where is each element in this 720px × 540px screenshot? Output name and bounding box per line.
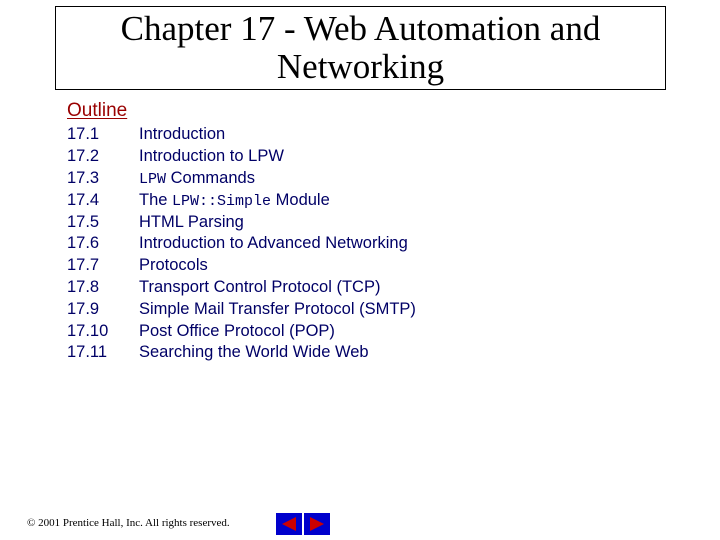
outline-list bbox=[67, 124, 587, 364]
outline-item-number: 17.3 bbox=[67, 168, 100, 187]
outline-item-text bbox=[139, 234, 587, 253]
outline-item-text bbox=[139, 213, 587, 232]
code-fragment: LPW::Simple bbox=[172, 192, 272, 210]
text-fragment: Simple Mail Transfer Protocol (SMTP) bbox=[139, 299, 416, 318]
text-fragment: Protocols bbox=[139, 256, 208, 275]
text-fragment: Module bbox=[271, 190, 330, 209]
outline-item bbox=[67, 124, 587, 146]
outline-item bbox=[67, 189, 587, 211]
outline-item-number: 17.7 bbox=[67, 256, 100, 275]
outline-item bbox=[67, 211, 587, 233]
text-fragment: Searching the World Wide Web bbox=[139, 343, 369, 362]
outline-item bbox=[67, 277, 587, 299]
previous-slide-button[interactable] bbox=[276, 513, 302, 535]
text-fragment: Commands bbox=[166, 168, 255, 187]
outline-item bbox=[67, 255, 587, 277]
outline-item-text bbox=[139, 125, 587, 144]
slide-title-line-1: Chapter 17 - Web Automation and bbox=[120, 9, 601, 48]
copyright-footer: © 2001 Prentice Hall, Inc. All rights reserved. bbox=[27, 517, 230, 529]
text-fragment: The bbox=[139, 190, 173, 209]
outline-item-text bbox=[139, 191, 587, 210]
text-fragment: Transport Control Protocol (TCP) bbox=[139, 277, 381, 296]
outline-item-number: 17.2 bbox=[67, 147, 100, 166]
outline-item-number: 17.4 bbox=[67, 190, 100, 209]
triangle-left-icon bbox=[276, 513, 302, 535]
outline-item-number: 17.9 bbox=[67, 299, 100, 318]
outline-item-text bbox=[139, 147, 587, 166]
outline-item-text bbox=[139, 169, 587, 188]
text-fragment: HTML Parsing bbox=[139, 212, 244, 231]
outline-label: Outline bbox=[67, 100, 128, 121]
outline-item-number: 17.10 bbox=[67, 321, 109, 340]
outline-item-number: 17.11 bbox=[67, 343, 108, 362]
text-fragment: Introduction to LPW bbox=[139, 147, 284, 166]
outline-item bbox=[67, 298, 587, 320]
triangle-right-icon bbox=[304, 513, 330, 535]
outline-item-text bbox=[139, 256, 587, 275]
text-fragment: Introduction to Advanced Networking bbox=[139, 234, 408, 253]
next-slide-button[interactable] bbox=[304, 513, 330, 535]
outline-item bbox=[67, 168, 587, 190]
outline-item bbox=[67, 233, 587, 255]
outline-item-text bbox=[139, 278, 587, 297]
text-fragment: Introduction bbox=[139, 125, 226, 144]
slide-title-box bbox=[55, 6, 666, 90]
outline-item-text bbox=[139, 300, 587, 319]
outline-item bbox=[67, 342, 587, 364]
outline-item-number: 17.1 bbox=[67, 125, 100, 144]
slide-title-line-2: Networking bbox=[276, 47, 445, 86]
outline-item bbox=[67, 146, 587, 168]
outline-item-text bbox=[139, 343, 587, 362]
outline-item-number: 17.6 bbox=[67, 234, 100, 253]
outline-item bbox=[67, 320, 587, 342]
outline-item-number: 17.8 bbox=[67, 277, 100, 296]
text-fragment: Post Office Protocol (POP) bbox=[139, 321, 335, 340]
outline-item-text bbox=[139, 322, 587, 341]
code-fragment: LPW bbox=[139, 170, 167, 188]
outline-item-number: 17.5 bbox=[67, 212, 100, 231]
